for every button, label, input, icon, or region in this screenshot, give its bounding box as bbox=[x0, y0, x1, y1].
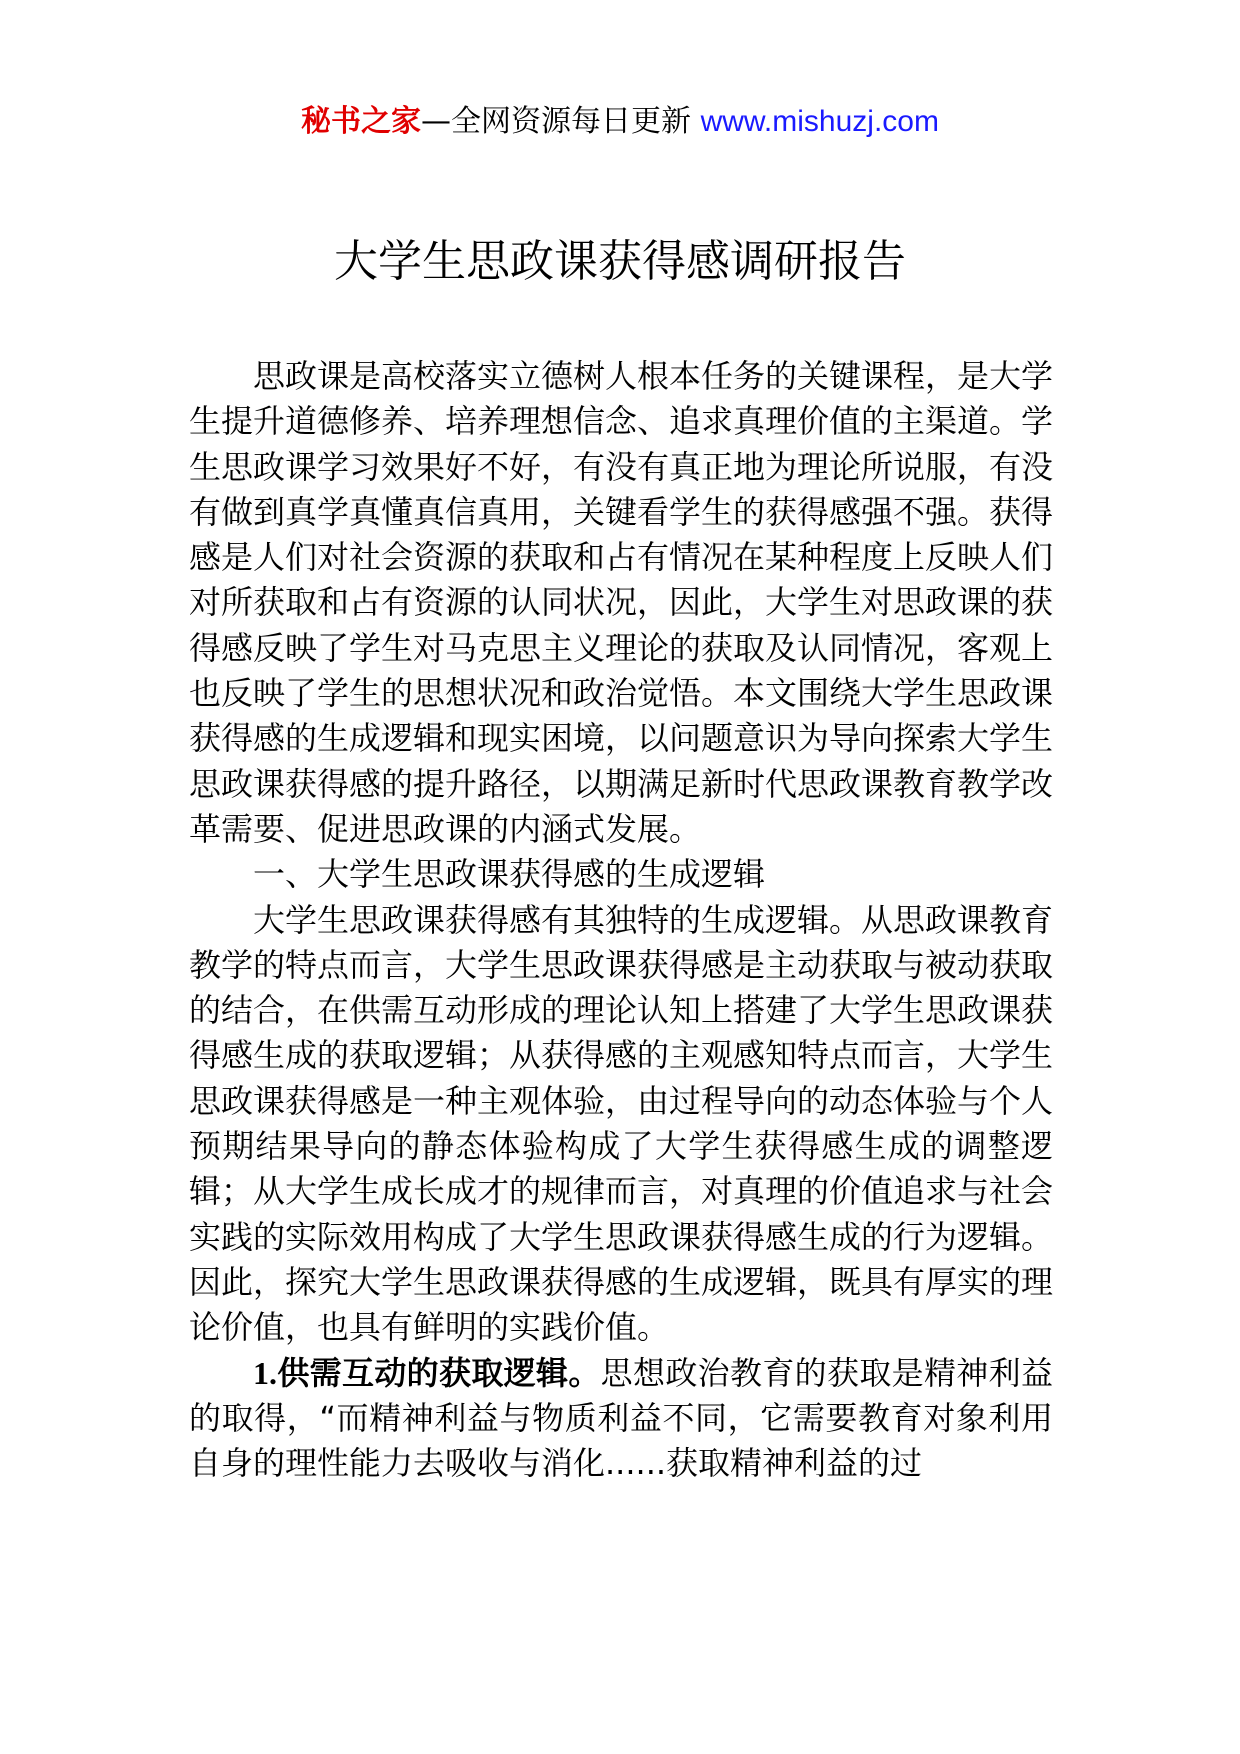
document-body bbox=[189, 354, 1053, 1486]
section-1-paragraph: 大学生思政课获得感有其独特的生成逻辑。从思政课教育教学的特点而言，大学生思政课获得感是主动获取与被动获取的结合，在供需互动形成的理论认知上搭建了大学生思政课获得感生成的获取逻辑；从获得感的主观感知特点而言，大学生思政课获得感是一种主观体验，由过程导向的动态体验与个人预期结果导向的静态体验构成了大学生获得感生成的调整逻辑；从大学生成长成才的规律而言，对真理的价值追求与社会实践的实际效用构成了大学生思政课获得感生成的行为逻辑。因此，探究大学生思政课获得感的生成逻辑，既具有厚实的理论价值，也具有鲜明的实践价值。 bbox=[189, 900, 1054, 1347]
brand-name: 秘书之家 bbox=[301, 104, 422, 139]
section-heading-1: 一、大学生思政课获得感的生成逻辑 bbox=[253, 855, 766, 894]
document-title: 大学生思政课获得感调研报告 bbox=[334, 236, 906, 287]
site-header bbox=[0, 102, 1240, 142]
point-1-text: 思想政治教育的获取是精神利益的取得，“而精神利益与物质利益不同，它需要教育对象利用自身的理性能力去吸收与消化......获取精神利益的过 bbox=[189, 1353, 1053, 1483]
site-url-link[interactable]: www.mishuzj.com bbox=[700, 105, 939, 138]
point-1-number: 1. bbox=[253, 1354, 277, 1391]
point-1-paragraph bbox=[189, 1351, 1053, 1487]
intro-paragraph: 思政课是高校落实立德树人根本任务的关键课程，是大学生提升道德修养、培养理想信念、追求真理价值的主渠道。学生思政课学习效果好不好，有没有真正地为理论所说服，有没有做到真学真懂真信真用，关键看学生的获得感强不强。获得感是人们对社会资源的获取和占有情况在某种程度上反映人们对所获取和占有资源的认同状况，因此，大学生对思政课的获得感反映了学生对马克思主义理论的获取及认同情况，客观上也反映了学生的思想状况和政治觉悟。本文围绕大学生思政课获得感的生成逻辑和现实困境，以问题意识为导向探索大学生思政课获得感的提升路径，以期满足新时代思政课教育教学改革需要、促进思政课的内涵式发展。 bbox=[189, 357, 1054, 848]
point-1-heading: 供需互动的获取逻辑。 bbox=[277, 1353, 601, 1392]
header-slogan: —全网资源每日更新 bbox=[421, 104, 701, 139]
